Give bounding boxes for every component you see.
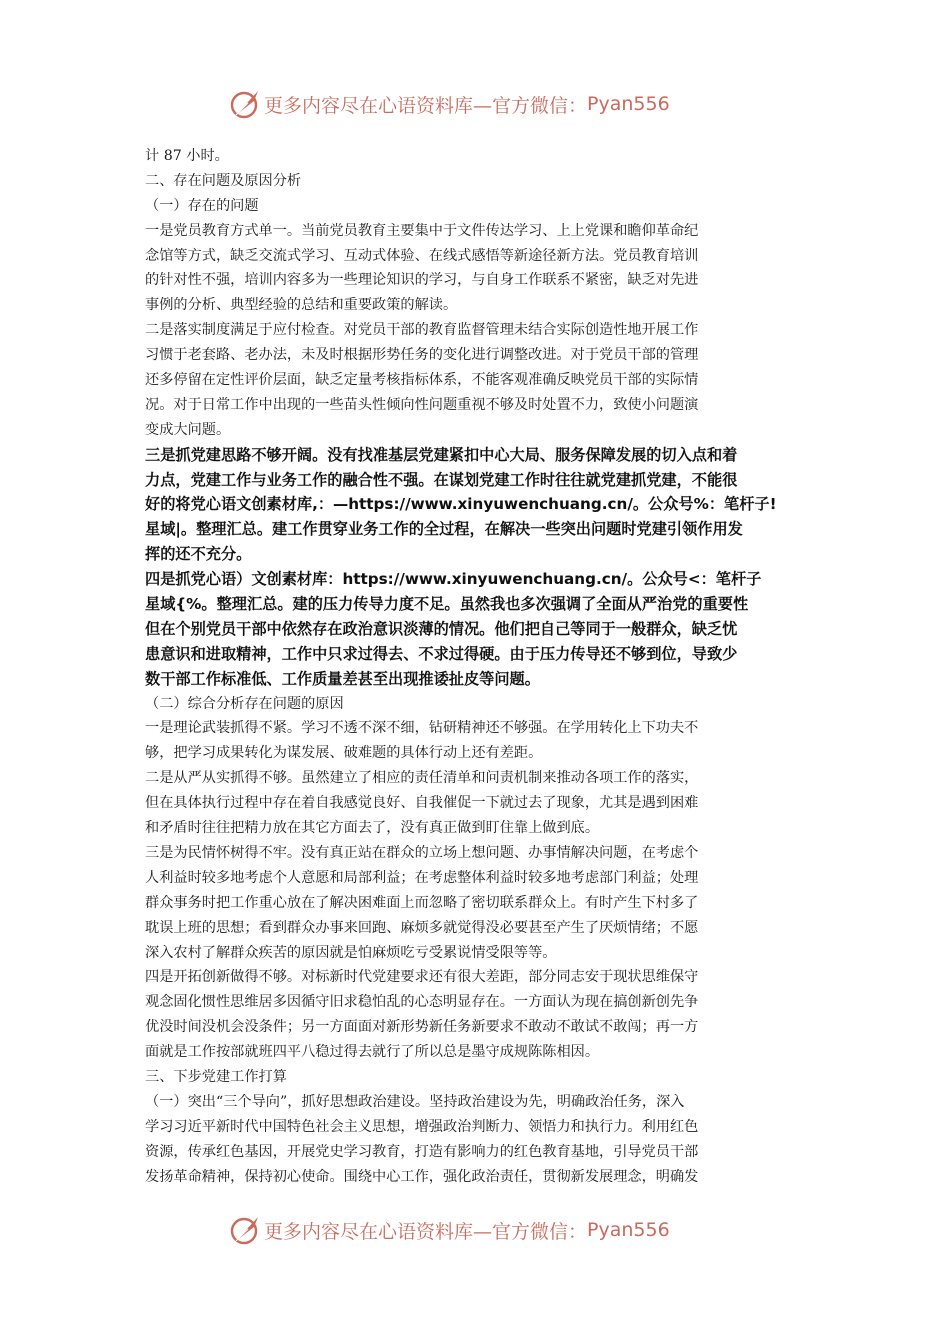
header-watermark-banner <box>0 84 950 124</box>
watermark-wechat-handle: Pyan556 <box>587 1219 670 1241</box>
text-line: （一）存在的问题 <box>145 197 259 214</box>
text-line: （一）突出“三个导向”，抓好思想政治建设。坚持政治建设为先，明确政治任务，深入 <box>145 1093 685 1110</box>
text-line: 变成大问题。 <box>145 421 231 438</box>
text-line: 资源，传承红色基因，开展党史学习教育，打造有影响力的红色教育基地，引导党员干部 <box>145 1143 699 1160</box>
text-line: 计 87 小时。 <box>145 148 229 164</box>
text-line: 三、下步党建工作打算 <box>145 1068 287 1085</box>
text-line: 星域|。整理汇总。建工作贯穿业务工作的全过程，在解决一些突出问题时党建引领作用发 <box>145 520 743 539</box>
text-line: 和矛盾时往往把精力放在其它方面去了，没有真正做到盯住靠上做到底。 <box>145 820 600 837</box>
text-line: 三是抓党建思路不够开阔。没有找准基层党建紧扣中心大局、服务保障发展的切入点和着 <box>145 445 738 464</box>
text-line: 群众事务时把工作重心放在了解决困难面上而忽略了密切联系群众上。有时产生下村多了 <box>145 894 699 911</box>
text-line: 人利益时较多地考虑个人意愿和局部利益；在考虑整体利益时较多地考虑部门利益；处理 <box>145 869 699 886</box>
quill-pen-logo-icon <box>228 1213 262 1247</box>
watermark-wechat-handle: Pyan556 <box>587 93 670 115</box>
text-line: （二）综合分析存在问题的原因 <box>145 695 344 712</box>
text-line: 事例的分析、典型经验的总结和重要政策的解读。 <box>145 297 458 314</box>
text-line: 深入农村了解群众疾苦的原因就是怕麻烦吃亏受累说情受限等等。 <box>145 944 557 961</box>
text-line: 够，把学习成果转化为谋发展、破难题的具体行动上还有差距。 <box>145 745 543 762</box>
text-line: 三是为民情怀树得不牢。没有真正站在群众的立场上想问题、办事情解决问题，在考虑个 <box>145 844 699 861</box>
text-line: 还多停留在定性评价层面，缺乏定量考核指标体系，不能客观准确反映党员干部的实际情 <box>145 372 699 389</box>
document-body <box>145 144 810 1189</box>
text-line: 耽误上班的思想；看到群众办事来回跑、麻烦多就觉得没必要甚至产生了厌烦情绪；不愿 <box>145 919 699 936</box>
text-line: 面就是工作按部就班四平八稳过得去就行了所以总是墨守成规陈陈相因。 <box>145 1044 600 1061</box>
text-line: 数干部工作标准低、工作质量差甚至出现推诿扯皮等问题。 <box>145 669 540 688</box>
text-line: 但在具体执行过程中存在着自我感觉良好、自我催促一下就过去了现象，尤其是遇到困难 <box>145 795 699 812</box>
text-line: 挥的还不充分。 <box>145 545 252 564</box>
text-line: 一是理论武装抓得不紧。学习不透不深不细，钻研精神还不够强。在学用转化上下功夫不 <box>145 720 699 737</box>
text-line: 一是党员教育方式单一。当前党员教育主要集中于文件传达学习、上上党课和瞻仰革命纪 <box>145 222 699 239</box>
text-line: 优没时间没机会没条件；另一方面面对新形势新任务新要求不敢动不敢试不敢闯；再一方 <box>145 1019 699 1036</box>
text-line: 二是落实制度满足于应付检查。对党员干部的教育监督管理未结合实际创造性地开展工作 <box>145 322 699 339</box>
text-line: 力点，党建工作与业务工作的融合性不强。在谋划党建工作时往往就党建抓党建，不能很 <box>145 470 738 489</box>
text-line: 习惯于老套路、老办法，未及时根据形势任务的变化进行调整改进。对于党员干部的管理 <box>145 347 699 364</box>
quill-pen-logo-icon <box>228 87 262 121</box>
text-line: 的针对性不强，培训内容多为一些理论知识的学习，与自身工作联系不紧密，缺乏对先进 <box>145 272 699 289</box>
text-line: 观念固化惯性思维居多因循守旧求稳怕乱的心态明显存在。一方面认为现在搞创新创先争 <box>145 994 699 1011</box>
text-line: 但在个别党员干部中依然存在政治意识淡薄的情况。他们把自己等同于一般群众，缺乏忧 <box>145 619 738 638</box>
text-line: 四是开拓创新做得不够。对标新时代党建要求还有很大差距，部分同志安于现状思维保守 <box>145 969 699 986</box>
text-line: 二、存在问题及原因分析 <box>145 172 302 189</box>
watermark-group <box>228 86 670 122</box>
text-line: 患意识和进取精神，工作中只求过得去、不求过得硬。由于压力传导还不够到位，导致少 <box>145 644 738 663</box>
text-line: 星域{%。整理汇总。建的压力传导力度不足。虽然我也多次强调了全面从严治党的重要性 <box>145 595 749 614</box>
text-line: 学习习近平新时代中国特色社会主义思想，增强政治判断力、领悟力和执行力。利用红色 <box>145 1118 699 1135</box>
watermark-group <box>228 1212 670 1248</box>
text-line: 四是抓党心语）文创素材库：https://www.xinyuwenchuang.cn/。公众号<：笔杆子 <box>145 570 762 589</box>
watermark-text: 更多内容尽在心语资料库—官方微信： <box>264 94 588 117</box>
text-line: 好的将党心语文创素材库,：—https://www.xinyuwenchuang.cn/。公众号%：笔杆子! <box>145 495 777 514</box>
text-line: 二是从严从实抓得不够。虽然建立了相应的责任清单和问责机制来推动各项工作的落实， <box>145 770 699 787</box>
watermark-text: 更多内容尽在心语资料库—官方微信： <box>264 1220 588 1243</box>
text-line: 发扬革命精神，保持初心使命。围绕中心工作，强化政治责任，贯彻新发展理念，明确发 <box>145 1168 699 1185</box>
text-line: 况。对于日常工作中出现的一些苗头性倾向性问题重视不够及时处置不力，致使小问题演 <box>145 396 699 413</box>
footer-watermark-banner <box>0 1210 950 1250</box>
text-line: 念馆等方式，缺乏交流式学习、互动式体验、在线式感悟等新途径新方法。党员教育培训 <box>145 247 699 264</box>
